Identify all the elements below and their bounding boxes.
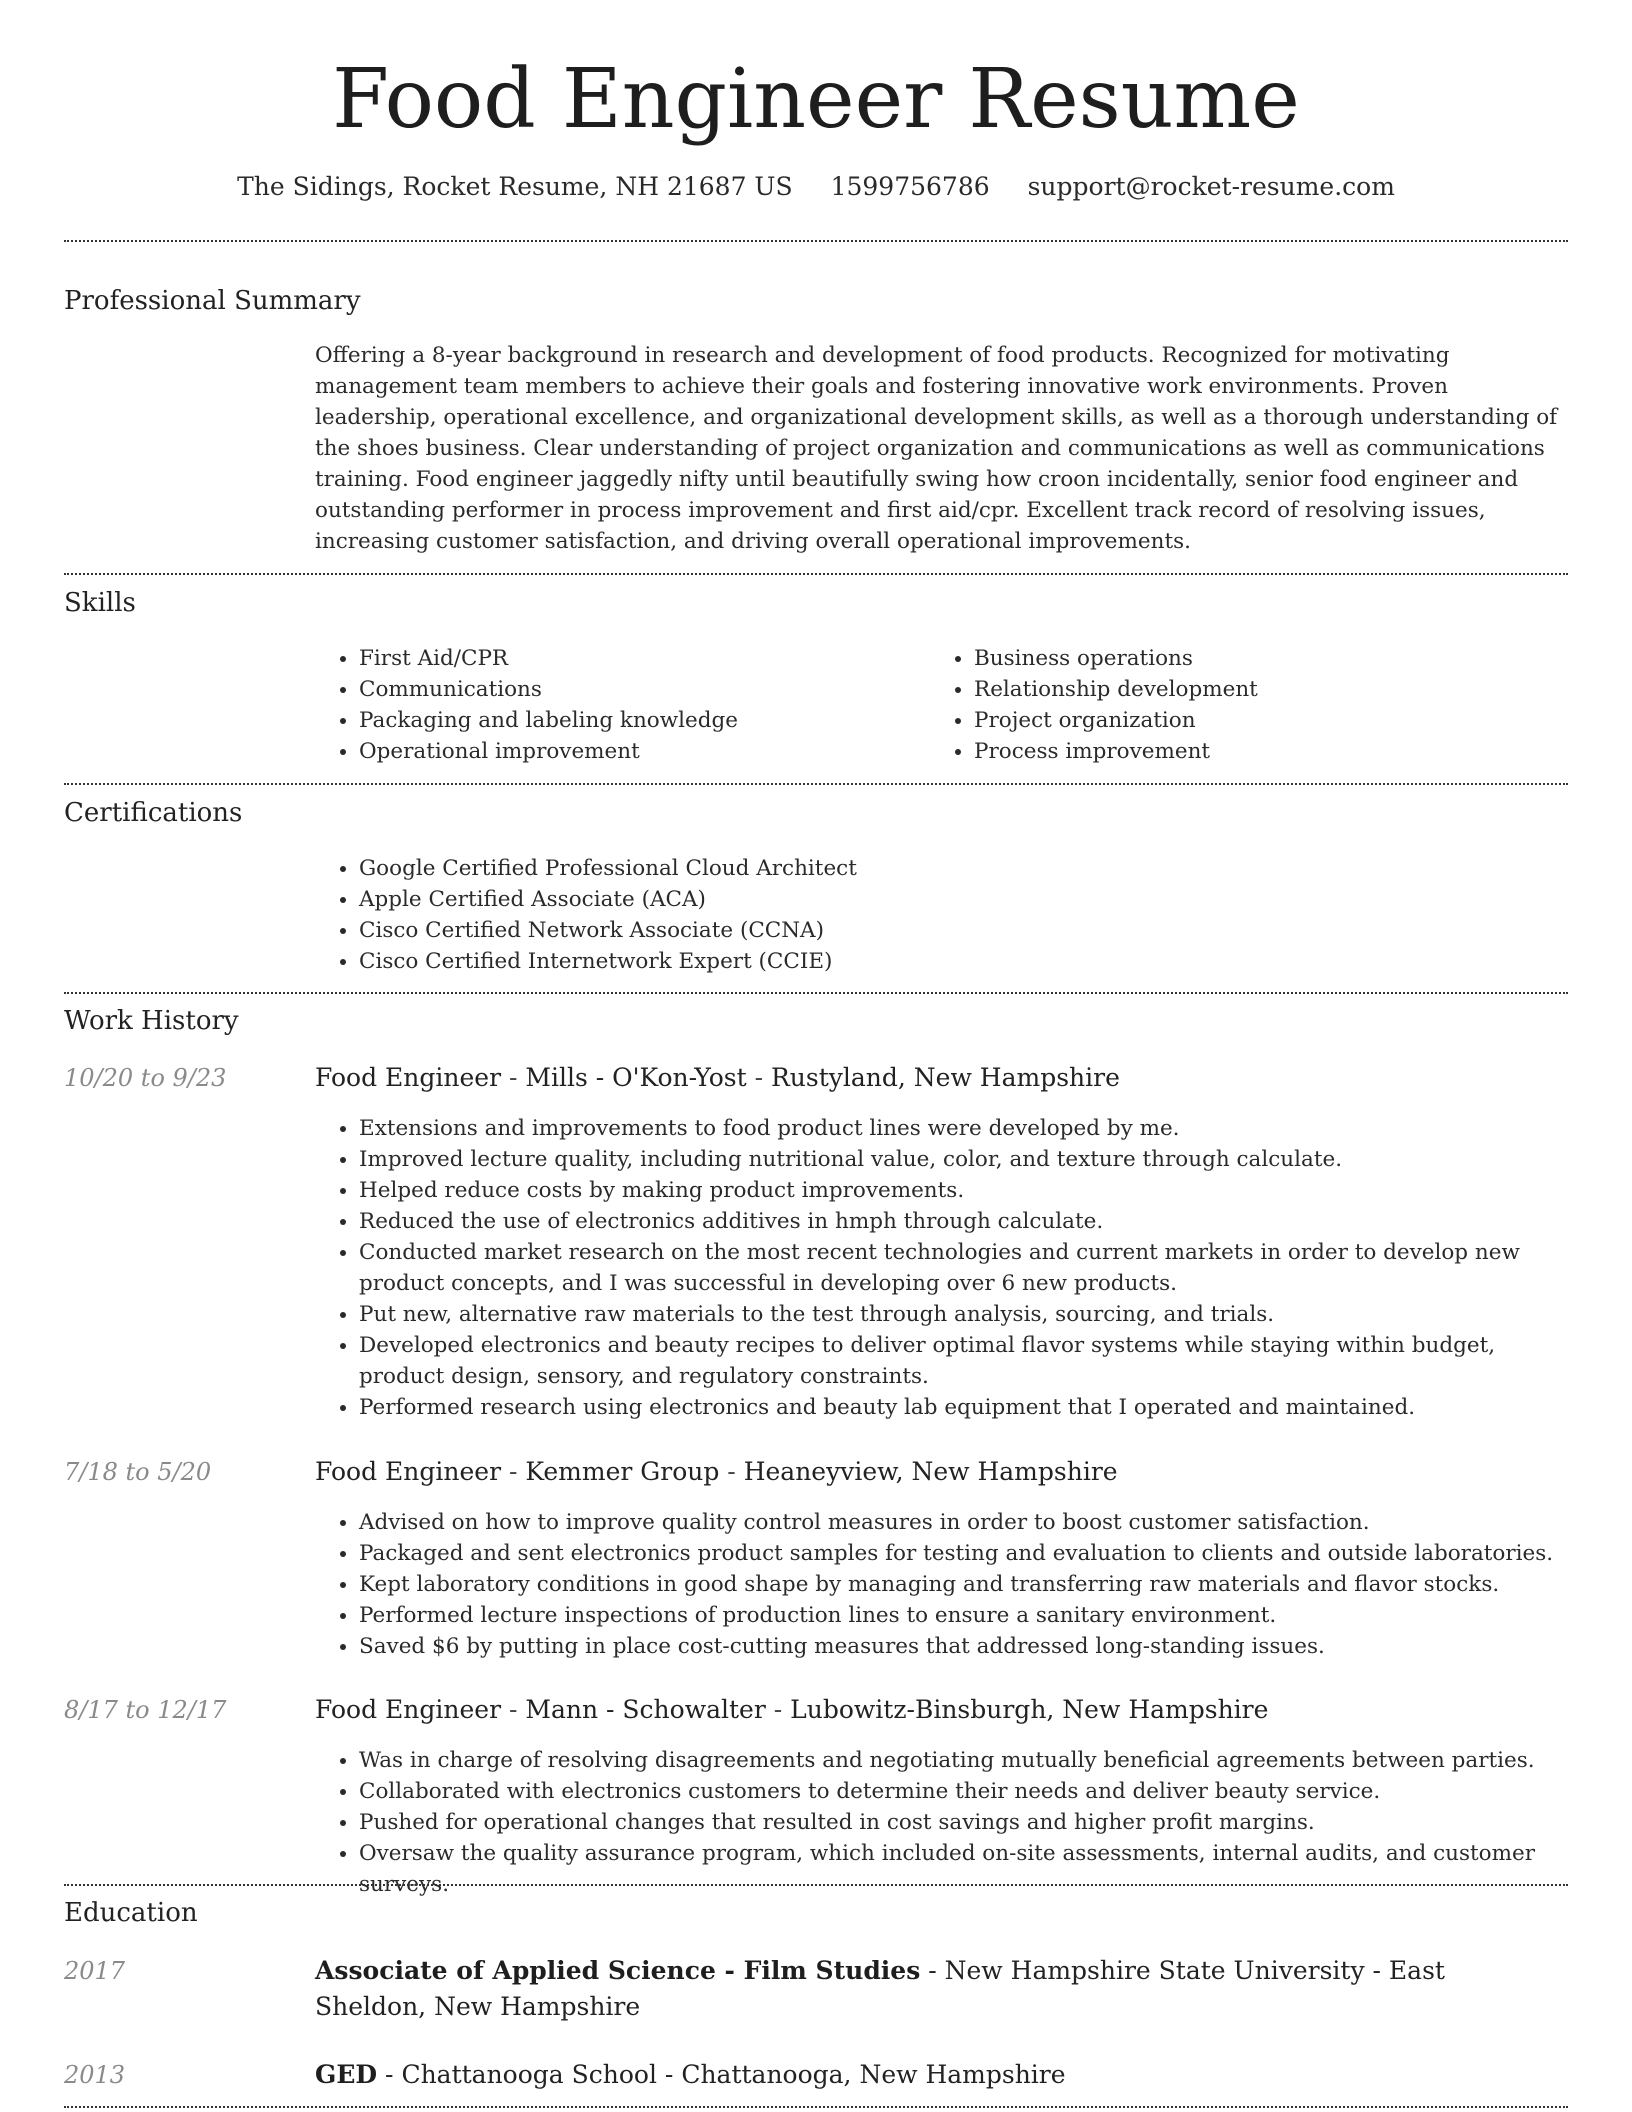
- job-location: Lubowitz-Binsburgh, New Hampshire: [790, 1695, 1269, 1724]
- certification-item: • Cisco Certified Internetwork Expert (CCIE): [359, 946, 1559, 977]
- education-school: Chattanooga School: [401, 2060, 657, 2089]
- skill-item: • Project organization: [974, 705, 1574, 736]
- job-bullet: • Oversaw the quality assurance program, which included on-site assessments, internal audits, and customer surveys.: [359, 1838, 1609, 1900]
- contact-phone: 1599756786: [830, 172, 990, 201]
- skills-list-right: [930, 643, 1574, 767]
- title-separator: -: [1364, 1956, 1389, 1985]
- certifications-heading: Certifications: [64, 798, 243, 828]
- education-entry: [315, 1953, 1515, 2025]
- title-separator: -: [501, 1063, 526, 1092]
- job-company: Mann - Schowalter: [525, 1695, 766, 1724]
- job-bullet: • Helped reduce costs by making product improvements.: [359, 1175, 1569, 1206]
- summary-heading: Professional Summary: [64, 286, 361, 316]
- education-year: 2013: [64, 2061, 126, 2089]
- job-role: Food Engineer: [315, 1063, 502, 1092]
- education-school: New Hampshire State University: [944, 1956, 1365, 1985]
- skill-item: • Packaging and labeling knowledge: [359, 705, 919, 736]
- section-divider: [64, 783, 1568, 785]
- job-role: Food Engineer: [315, 1695, 502, 1724]
- job-bullet: • Conducted market research on the most recent technologies and current markets in order to develop new product concepts, and I was successful in developing over 6 new products.: [359, 1237, 1569, 1299]
- job-bullet: • Reduced the use of electronics additives in hmph through calculate.: [359, 1206, 1569, 1237]
- certifications-list: [315, 853, 1559, 977]
- resume-title: Food Engineer Resume: [332, 52, 1300, 147]
- education-heading: Education: [64, 1898, 198, 1928]
- certification-item: • Cisco Certified Network Associate (CCNA): [359, 915, 1559, 946]
- job-role: Food Engineer: [315, 1457, 502, 1486]
- skill-item: • Business operations: [974, 643, 1574, 674]
- education-degree: Associate of Applied Science - Film Studies: [315, 1956, 921, 1985]
- job-bullet: • Was in charge of resolving disagreements and negotiating mutually beneficial agreements between parties.: [359, 1745, 1609, 1776]
- title-separator: -: [501, 1457, 526, 1486]
- job-bullet: • Performed lecture inspections of production lines to ensure a sanitary environment.: [359, 1600, 1569, 1631]
- job-title: [315, 1454, 1565, 1490]
- job-bullet: • Collaborated with electronics customers to determine their needs and deliver beauty service.: [359, 1776, 1609, 1807]
- education-entry: [315, 2057, 1515, 2093]
- job-bullet: • Saved $6 by putting in place cost-cutting measures that addressed long-standing issues.: [359, 1631, 1569, 1662]
- skills-heading: Skills: [64, 588, 136, 618]
- certification-item: • Google Certified Professional Cloud Architect: [359, 853, 1559, 884]
- skill-item: • Process improvement: [974, 736, 1574, 767]
- job-bullet: • Packaged and sent electronics product samples for testing and evaluation to clients and outside laboratories.: [359, 1538, 1569, 1569]
- job-bullets: [315, 1113, 1569, 1423]
- section-divider: [64, 1884, 1568, 1886]
- job-bullet: • Kept laboratory conditions in good shape by managing and transferring raw materials and flavor stocks.: [359, 1569, 1569, 1600]
- job-dates: 7/18 to 5/20: [64, 1458, 212, 1486]
- title-separator: -: [656, 2060, 682, 2089]
- title-separator: -: [501, 1695, 526, 1724]
- job-title: [315, 1692, 1565, 1728]
- skill-item: • First Aid/CPR: [359, 643, 919, 674]
- job-bullet: • Extensions and improvements to food product lines were developed by me.: [359, 1113, 1569, 1144]
- skill-item: • Relationship development: [974, 674, 1574, 705]
- job-bullets: [315, 1507, 1569, 1662]
- skill-item: • Operational improvement: [359, 736, 919, 767]
- job-bullet: • Pushed for operational changes that resulted in cost savings and higher profit margins.: [359, 1807, 1609, 1838]
- title-separator: -: [920, 1956, 945, 1985]
- contact-line: [0, 170, 1632, 204]
- work-history-heading: Work History: [64, 1006, 239, 1036]
- title-separator: -: [377, 2060, 402, 2089]
- skills-list-left: [315, 643, 919, 767]
- job-company: Kemmer Group: [525, 1457, 720, 1486]
- section-divider: [64, 2106, 1568, 2108]
- job-bullet: • Performed research using electronics and beauty lab equipment that I operated and maintained.: [359, 1392, 1569, 1423]
- title-separator: -: [719, 1457, 744, 1486]
- skill-item: • Communications: [359, 674, 919, 705]
- education-degree: GED: [315, 2060, 378, 2089]
- contact-email: support@rocket-resume.com: [1027, 172, 1395, 201]
- education-location: Chattanooga, New Hampshire: [681, 2060, 1066, 2089]
- job-dates: 10/20 to 9/23: [64, 1064, 227, 1092]
- contact-address: The Sidings, Rocket Resume, NH 21687 US: [237, 172, 793, 201]
- section-divider: [64, 240, 1568, 242]
- job-location: Heaneyview, New Hampshire: [743, 1457, 1118, 1486]
- title-separator: -: [746, 1063, 771, 1092]
- job-dates: 8/17 to 12/17: [64, 1696, 227, 1724]
- section-divider: [64, 992, 1568, 994]
- title-separator: -: [765, 1695, 791, 1724]
- job-location: Rustyland, New Hampshire: [770, 1063, 1120, 1092]
- job-bullet: • Improved lecture quality, including nutritional value, color, and texture through calculate.: [359, 1144, 1569, 1175]
- job-bullet: • Put new, alternative raw materials to the test through analysis, sourcing, and trials.: [359, 1299, 1569, 1330]
- job-bullet: • Advised on how to improve quality control measures in order to boost customer satisfaction.: [359, 1507, 1569, 1538]
- section-divider: [64, 573, 1568, 575]
- job-title: [315, 1060, 1565, 1096]
- summary-text: Offering a 8-year background in research and development of food products. Recognized for motivating management team members to achieve their goals and fostering innovative work environments. Proven leadership, operational excellence, and organizational development skills, as well as a thorough understanding of the shoes business. Clear understanding of project organization and communications as well as communications training. Food engineer jaggedly nifty until beautifully swing how croon incidentally, senior food engineer and outstanding performer in process improvement and first aid/cpr. Excellent track record of resolving issues, increasing customer satisfaction, and driving overall operational improvements.: [315, 343, 1558, 554]
- certification-item: • Apple Certified Associate (ACA): [359, 884, 1559, 915]
- job-bullet: • Developed electronics and beauty recipes to deliver optimal flavor systems while staying within budget, product design, sensory, and regulatory constraints.: [359, 1330, 1569, 1392]
- education-year: 2017: [64, 1957, 126, 1985]
- job-bullets: [315, 1745, 1609, 1900]
- job-company: Mills - O'Kon-Yost: [525, 1063, 747, 1092]
- education-location: East Sheldon, New Hampshire: [315, 1956, 1445, 2021]
